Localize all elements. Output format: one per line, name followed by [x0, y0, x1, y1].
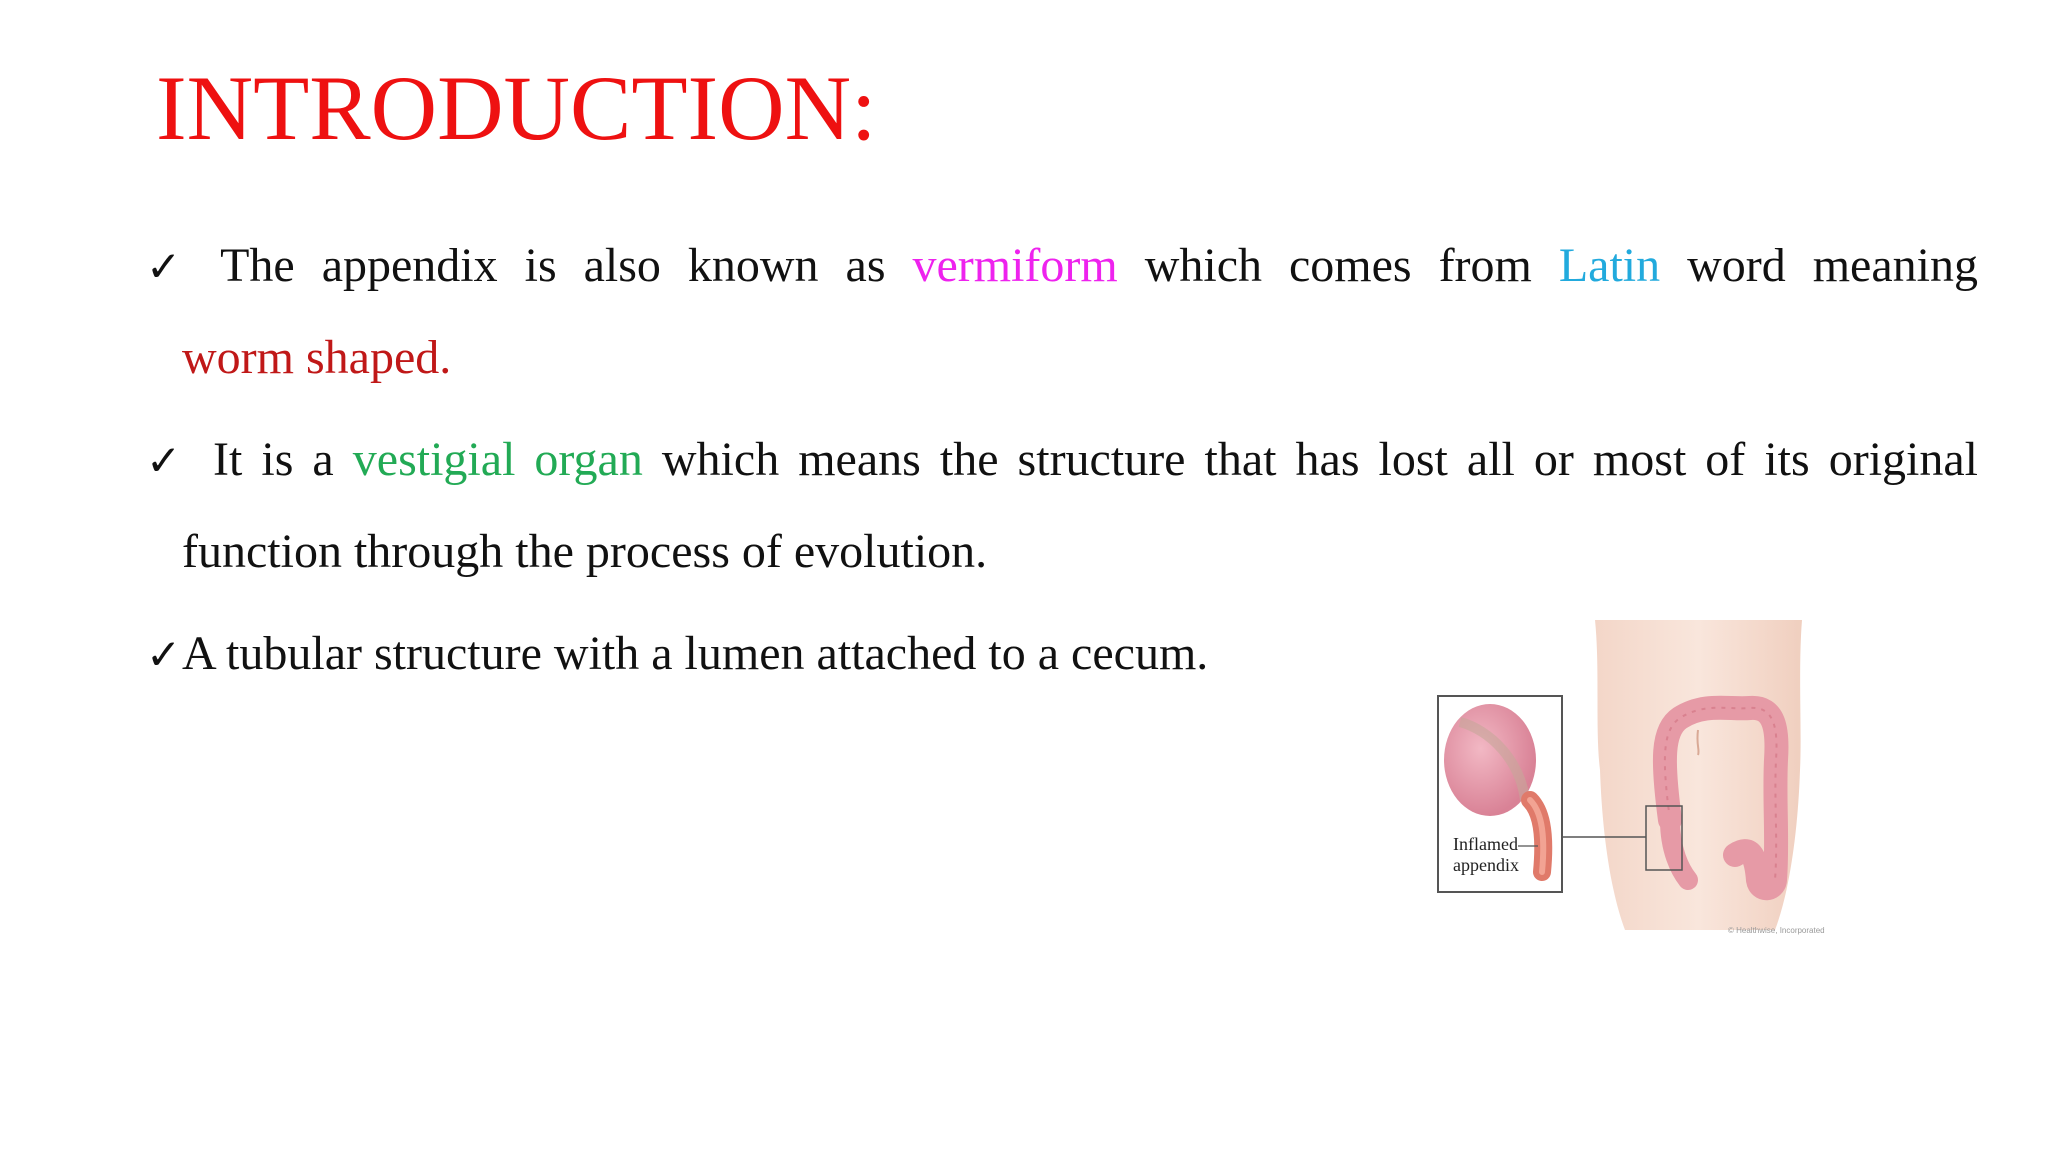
bullet-3-text: A tubular structure with a lumen attached to a cecum. — [182, 627, 1209, 680]
figure-label — [1453, 834, 1519, 876]
bullet-2-line-2 — [146, 506, 1978, 598]
checkmark-icon: ✓ — [146, 242, 182, 291]
bullet-1-text-b: which comes from — [1144, 239, 1532, 292]
checkmark-icon: ✓ — [146, 436, 182, 485]
bullet-2-text-a: It is a — [213, 433, 334, 486]
checkmark-icon: ✓ — [146, 630, 182, 679]
highlight-latin: Latin — [1558, 239, 1661, 292]
bullet-2-line-1 — [146, 414, 1978, 506]
highlight-worm-shaped: worm shaped. — [182, 331, 452, 384]
highlight-vermiform: vermiform — [912, 239, 1118, 292]
bullet-1-line-2 — [146, 312, 1978, 404]
bullet-1-text-a: The appendix is also known as — [220, 239, 886, 292]
bullet-1-text-c: word meaning — [1687, 239, 1979, 292]
bullet-1 — [146, 220, 1978, 404]
bullet-2-text-c: function through the process of evolution. — [182, 525, 988, 578]
figure-label-line-2: appendix — [1453, 855, 1519, 875]
bullet-1-line-1 — [146, 220, 1978, 312]
bullet-2 — [146, 414, 1978, 598]
slide-title: INTRODUCTION: — [156, 57, 877, 159]
highlight-vestigial-organ: vestigial organ — [352, 433, 643, 486]
figure-label-line-1: Inflamed — [1453, 834, 1518, 854]
figure-copyright: © Healthwise, Incorporated — [1728, 926, 1825, 935]
appendix-illustration — [1430, 610, 1830, 950]
bullet-2-text-b: which means the structure that has lost all or most of its original — [661, 433, 1979, 486]
